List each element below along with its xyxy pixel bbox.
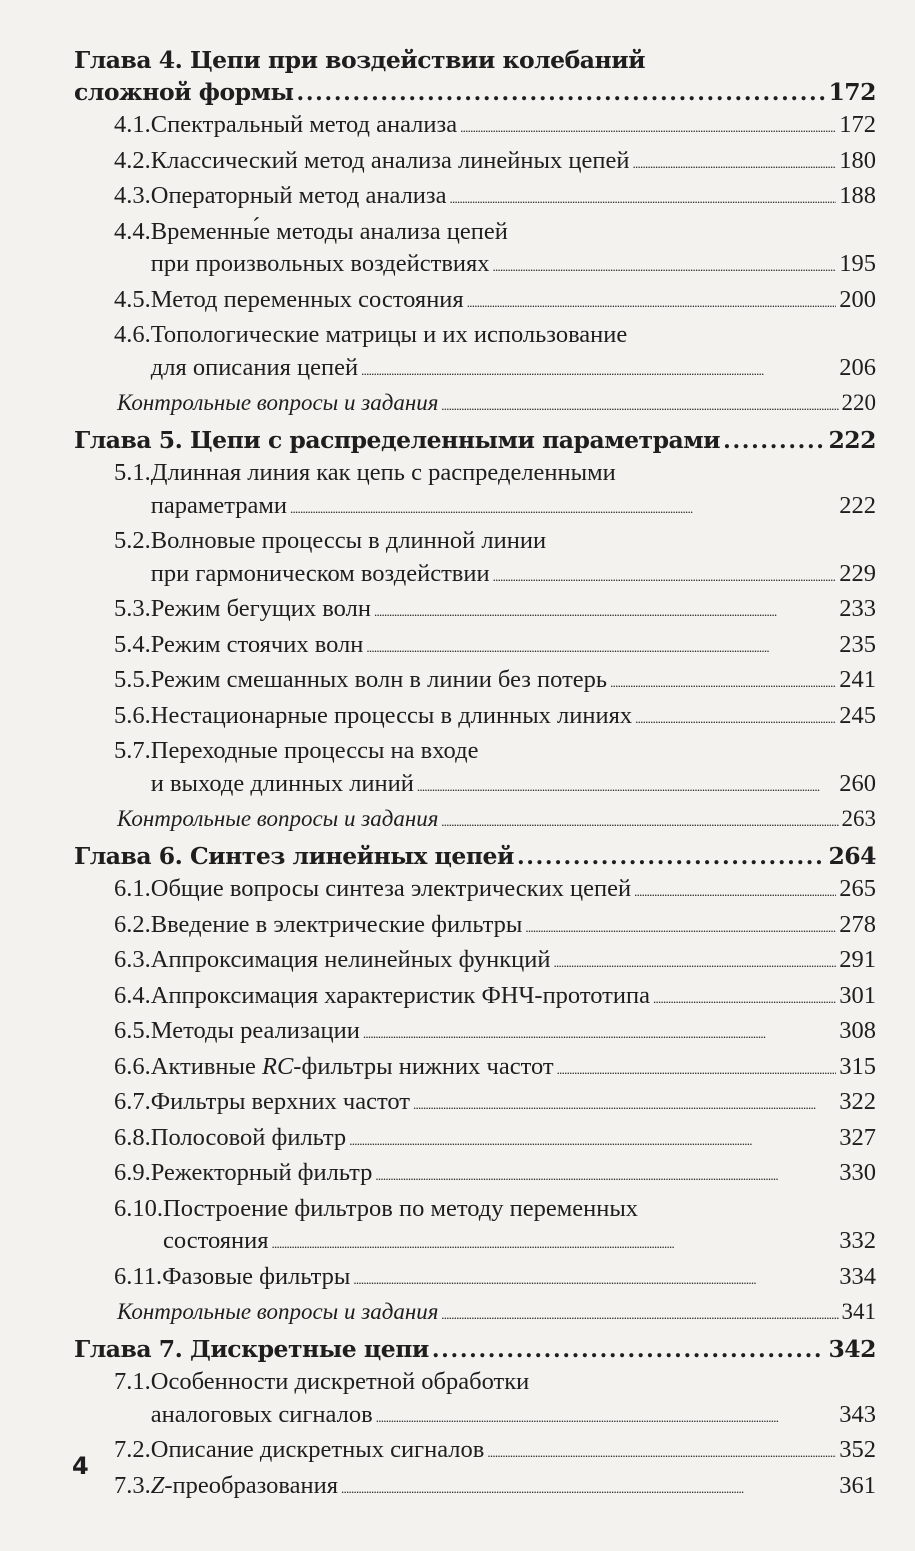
toc-section[interactable] bbox=[114, 980, 876, 1016]
entry-title-line: Режим смешанных волн в линии без потерь bbox=[150, 666, 608, 693]
page-ref: 241 bbox=[839, 666, 876, 693]
entry-title-line: Методы реализации bbox=[150, 1017, 360, 1044]
dot-leader bbox=[375, 1157, 836, 1193]
dot-leader bbox=[363, 1015, 836, 1051]
section-number: 7.2. bbox=[114, 1436, 151, 1463]
page-ref: 188 bbox=[839, 182, 876, 209]
dot-leader bbox=[417, 768, 836, 804]
dot-leader bbox=[487, 1434, 836, 1470]
toc-section[interactable] bbox=[114, 1122, 876, 1158]
page-ref: 334 bbox=[839, 1262, 876, 1290]
entry-title-line: Контрольные вопросы и задания bbox=[117, 390, 439, 415]
dot-leader bbox=[413, 1086, 836, 1122]
entry-title-line: Метод переменных состояния bbox=[150, 285, 464, 313]
section-number: 4.4. bbox=[114, 217, 151, 245]
dot-leader bbox=[341, 1470, 836, 1506]
toc-section[interactable] bbox=[114, 145, 876, 181]
page-ref: 327 bbox=[839, 1123, 876, 1151]
section-number: 6.9. bbox=[114, 1159, 151, 1186]
dot-leader bbox=[634, 873, 836, 909]
toc-chapter[interactable] bbox=[74, 1331, 876, 1366]
entry-title-line: Глава 6. Синтез линейных цепей bbox=[74, 842, 514, 870]
dot-leader bbox=[349, 1122, 836, 1158]
page-ref: 180 bbox=[839, 146, 876, 174]
section-number: 5.5. bbox=[114, 666, 151, 693]
section-number: 6.4. bbox=[114, 981, 151, 1009]
page-ref: 172 bbox=[839, 111, 876, 138]
dot-leader bbox=[632, 145, 836, 181]
entry-title-line: Длинная линия как цепь с распределенными bbox=[150, 459, 616, 486]
toc-section[interactable] bbox=[114, 284, 876, 320]
table-of-contents bbox=[74, 42, 876, 1505]
entry-title-line: Контрольные вопросы и задания bbox=[117, 806, 439, 831]
page-ref: 260 bbox=[839, 769, 876, 797]
entry-title-line: Нестационарные процессы в длинных линиях bbox=[150, 701, 633, 729]
toc-chapter[interactable] bbox=[74, 838, 876, 873]
dot-leader bbox=[374, 593, 836, 629]
page-ref: 342 bbox=[828, 1335, 876, 1363]
entry-title-line: Глава 5. Цепи с распределенными параметрами bbox=[74, 426, 721, 454]
toc-questions[interactable] bbox=[117, 803, 876, 838]
dot-leader bbox=[554, 944, 837, 980]
entry-title-line: Топологические матрицы и их использование bbox=[150, 321, 628, 348]
dot-leader bbox=[493, 248, 837, 284]
section-number: 5.7. bbox=[114, 737, 151, 764]
page-ref: 332 bbox=[839, 1227, 876, 1254]
entry-title-line: Особенности дискретной обработки bbox=[150, 1368, 530, 1395]
dot-leader bbox=[557, 1051, 837, 1087]
dot-leader bbox=[432, 1333, 826, 1366]
section-number: 6.10. bbox=[114, 1194, 163, 1222]
toc-section[interactable] bbox=[114, 319, 876, 387]
toc-section[interactable] bbox=[114, 1157, 876, 1193]
entry-title-line: при произвольных воздействиях bbox=[150, 250, 490, 277]
page-ref: 222 bbox=[828, 426, 876, 454]
page-ref: 220 bbox=[841, 390, 876, 415]
section-number: 6.7. bbox=[114, 1088, 151, 1115]
toc-section[interactable] bbox=[114, 629, 876, 665]
toc-section[interactable] bbox=[114, 1086, 876, 1122]
entry-title-line: Волновые процессы в длинной линии bbox=[150, 527, 547, 554]
entry-title-line: состояния bbox=[163, 1227, 269, 1254]
dot-leader bbox=[467, 284, 837, 320]
page-ref: 308 bbox=[839, 1017, 876, 1044]
dot-leader bbox=[723, 424, 825, 457]
section-number: 4.6. bbox=[114, 321, 151, 348]
entry-title-line: Активные RC-фильтры нижних частот bbox=[150, 1052, 554, 1080]
page-ref: 264 bbox=[828, 842, 876, 870]
dot-leader bbox=[517, 840, 826, 873]
page-ref: 200 bbox=[839, 285, 876, 313]
section-number: 4.3. bbox=[114, 182, 151, 209]
dot-leader bbox=[361, 352, 836, 388]
entry-title-line: сложной формы bbox=[74, 78, 294, 106]
section-number: 7.1. bbox=[114, 1368, 151, 1395]
section-number: 6.11. bbox=[114, 1262, 163, 1290]
entry-title-line: Аппроксимация нелинейных функций bbox=[150, 946, 551, 973]
section-number: 5.1. bbox=[114, 459, 151, 486]
entry-title-line: и выходе длинных линий bbox=[150, 769, 414, 797]
entry-title-line: Введение в электрические фильтры bbox=[150, 910, 523, 938]
page-ref: 245 bbox=[839, 701, 876, 729]
page-ref: 352 bbox=[839, 1436, 876, 1463]
entry-title-line: Полосовой фильтр bbox=[150, 1123, 347, 1151]
section-number: 4.2. bbox=[114, 146, 151, 174]
entry-title-line: Построение фильтров по методу переменных bbox=[163, 1194, 639, 1222]
section-number: 6.5. bbox=[114, 1017, 151, 1044]
section-number: 6.3. bbox=[114, 946, 151, 973]
dot-leader bbox=[460, 109, 836, 145]
toc-questions[interactable] bbox=[117, 1296, 876, 1331]
toc-section[interactable] bbox=[114, 664, 876, 700]
page-ref: 341 bbox=[841, 1299, 876, 1324]
page-ref: 235 bbox=[839, 630, 876, 658]
section-number: 4.5. bbox=[114, 285, 151, 313]
toc-section[interactable] bbox=[114, 700, 876, 736]
page-ref: 229 bbox=[839, 559, 876, 587]
entry-title-line: Описание дискретных сигналов bbox=[150, 1436, 485, 1463]
toc-section[interactable] bbox=[114, 1051, 876, 1087]
entry-title-line: аналоговых сигналов bbox=[150, 1400, 373, 1428]
dot-leader bbox=[366, 629, 836, 665]
entry-title-line: Спектральный метод анализа bbox=[150, 111, 458, 138]
dot-leader bbox=[525, 909, 836, 945]
toc-section[interactable] bbox=[114, 909, 876, 945]
entry-title-line: Аппроксимация характеристик ФНЧ-прототипа bbox=[150, 981, 650, 1009]
dot-leader bbox=[272, 1225, 837, 1261]
toc-section[interactable] bbox=[114, 944, 876, 980]
dot-leader bbox=[290, 490, 836, 526]
entry-title-line: Временны́е методы анализа цепей bbox=[150, 217, 508, 245]
toc-chapter[interactable] bbox=[74, 422, 876, 457]
dot-leader bbox=[441, 1296, 838, 1331]
entry-title-line: Фазовые фильтры bbox=[162, 1262, 351, 1290]
dot-leader bbox=[635, 700, 836, 736]
page-ref: 195 bbox=[839, 250, 876, 277]
section-number: 7.3. bbox=[114, 1471, 151, 1499]
page-ref: 291 bbox=[839, 946, 876, 973]
page-ref: 301 bbox=[839, 981, 876, 1009]
toc-section[interactable] bbox=[114, 525, 876, 593]
page-ref: 265 bbox=[839, 875, 876, 902]
entry-title-line: Глава 7. Дискретные цепи bbox=[74, 1335, 429, 1363]
dot-leader bbox=[353, 1261, 836, 1297]
dot-leader bbox=[653, 980, 836, 1016]
page-ref: 233 bbox=[839, 595, 876, 622]
dot-leader bbox=[493, 558, 837, 594]
toc-section[interactable] bbox=[114, 1366, 876, 1434]
entry-title-line: Переходные процессы на входе bbox=[150, 737, 479, 764]
page-number: 4 bbox=[72, 1452, 89, 1480]
section-number: 6.1. bbox=[114, 875, 151, 902]
page-ref: 315 bbox=[839, 1052, 876, 1080]
toc-section[interactable] bbox=[114, 1434, 876, 1470]
entry-title-line: Режим стоячих волн bbox=[150, 630, 364, 658]
entry-title-line: Фильтры верхних частот bbox=[150, 1088, 411, 1115]
section-number: 6.8. bbox=[114, 1123, 151, 1151]
toc-section[interactable] bbox=[114, 1015, 876, 1051]
page-ref: 343 bbox=[839, 1400, 876, 1428]
toc-section[interactable] bbox=[114, 216, 876, 284]
page-ref: 322 bbox=[839, 1088, 876, 1115]
entry-title-line: параметрами bbox=[150, 491, 287, 519]
entry-title-line: Классический метод анализа линейных цепей bbox=[150, 146, 630, 174]
toc-chapter[interactable] bbox=[74, 42, 876, 109]
toc-section[interactable] bbox=[114, 873, 876, 909]
dot-leader bbox=[441, 803, 838, 838]
page-ref: 278 bbox=[839, 910, 876, 938]
entry-title-line: Режим бегущих волн bbox=[150, 595, 371, 622]
entry-title-line: при гармоническом воздействии bbox=[150, 559, 490, 587]
page-ref: 206 bbox=[839, 353, 876, 381]
page-ref: 330 bbox=[839, 1159, 876, 1186]
entry-title-line: Общие вопросы синтеза электрических цепей bbox=[150, 875, 632, 902]
section-number: 6.2. bbox=[114, 910, 151, 938]
entry-title-line: Глава 4. Цепи при воздействии колебаний bbox=[74, 46, 646, 74]
section-number: 6.6. bbox=[114, 1052, 151, 1080]
entry-title-line: Режекторный фильтр bbox=[150, 1159, 373, 1186]
entry-title-line: Z-преобразования bbox=[150, 1471, 339, 1499]
toc-section[interactable] bbox=[114, 180, 876, 216]
toc-questions[interactable] bbox=[117, 387, 876, 422]
section-number: 5.4. bbox=[114, 630, 151, 658]
toc-section[interactable] bbox=[114, 457, 876, 525]
page-ref: 222 bbox=[839, 491, 876, 519]
page-ref: 172 bbox=[828, 78, 876, 106]
section-number: 5.6. bbox=[114, 701, 151, 729]
toc-section[interactable] bbox=[114, 1261, 876, 1297]
section-number: 5.2. bbox=[114, 527, 151, 554]
toc-section[interactable] bbox=[114, 1193, 876, 1261]
dot-leader bbox=[376, 1399, 837, 1435]
page-ref: 263 bbox=[841, 806, 876, 831]
dot-leader bbox=[449, 180, 836, 216]
toc-section[interactable] bbox=[114, 735, 876, 803]
dot-leader bbox=[441, 387, 838, 422]
page-ref: 361 bbox=[839, 1471, 876, 1499]
toc-section[interactable] bbox=[114, 593, 876, 629]
entry-title-line: для описания цепей bbox=[150, 353, 359, 381]
section-number: 4.1. bbox=[114, 111, 151, 138]
toc-section[interactable] bbox=[114, 109, 876, 145]
section-number: 5.3. bbox=[114, 595, 151, 622]
entry-title-line: Операторный метод анализа bbox=[150, 182, 447, 209]
entry-title-line: Контрольные вопросы и задания bbox=[117, 1299, 439, 1324]
toc-section[interactable] bbox=[114, 1470, 876, 1506]
dot-leader bbox=[610, 664, 836, 700]
dot-leader bbox=[297, 76, 826, 109]
